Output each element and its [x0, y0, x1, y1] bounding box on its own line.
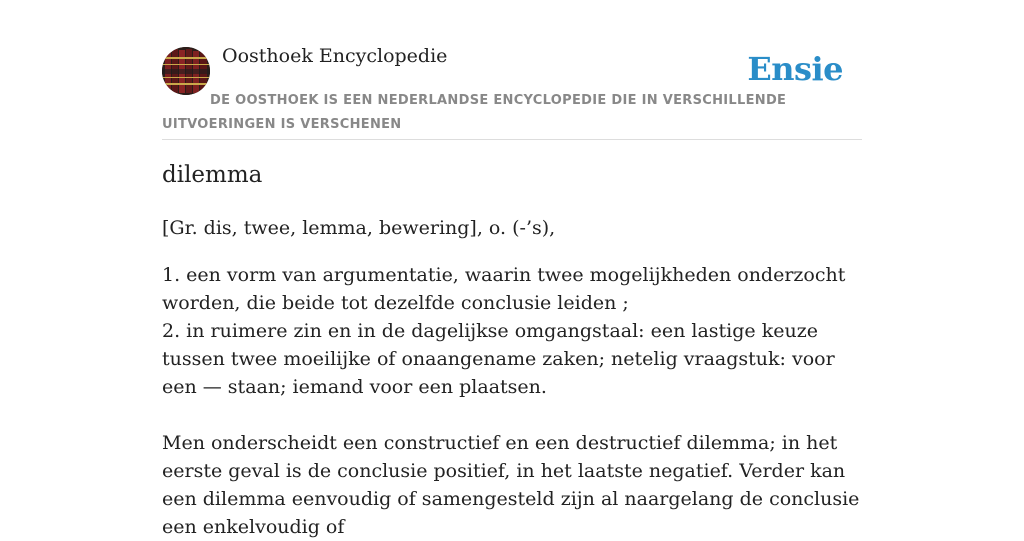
- site-tagline: DE OOSTHOEK IS EEN NEDERLANDSE ENCYCLOPEDIE DIE IN VERSCHILLENDE UITVOERINGEN IS VERSCHENEN: [162, 93, 787, 132]
- definition-1: 1. een vorm van argumentatie, waarin twee mogelijkheden onderzocht worden, die beide tot dezelfde conclusie leiden ;: [162, 264, 846, 314]
- page-container: [162, 0, 862, 538]
- article-paragraph: Men onderscheidt een constructief en een destructief dilemma; in het eerste geval is de conclusie positief, in het laatste negatief. Verder kan een dilemma eenvoudig of samengesteld zijn al naargelang de conclusie een enkelvoudig of: [162, 432, 860, 538]
- site-name[interactable]: Oosthoek Encyclopedie: [222, 45, 448, 67]
- article-body: [162, 214, 862, 541]
- header-divider: [162, 139, 862, 140]
- etymology: [Gr. dis, twee, lemma, bewering], o. (-’s),: [162, 217, 556, 239]
- definition-2: 2. in ruimere zin en in de dagelijkse omgangstaal: een lastige keuze tussen twee moeilijke of onaangename zaken; netelig vraagstuk: voor een — staan; iemand voor een plaatsen.: [162, 320, 835, 398]
- books-icon: [162, 47, 210, 95]
- encyclopedia-books-avatar[interactable]: [162, 47, 210, 95]
- paragraph-gap: [162, 401, 862, 429]
- page-title: dilemma: [162, 162, 263, 188]
- brand-logo[interactable]: Ensie: [747, 50, 843, 88]
